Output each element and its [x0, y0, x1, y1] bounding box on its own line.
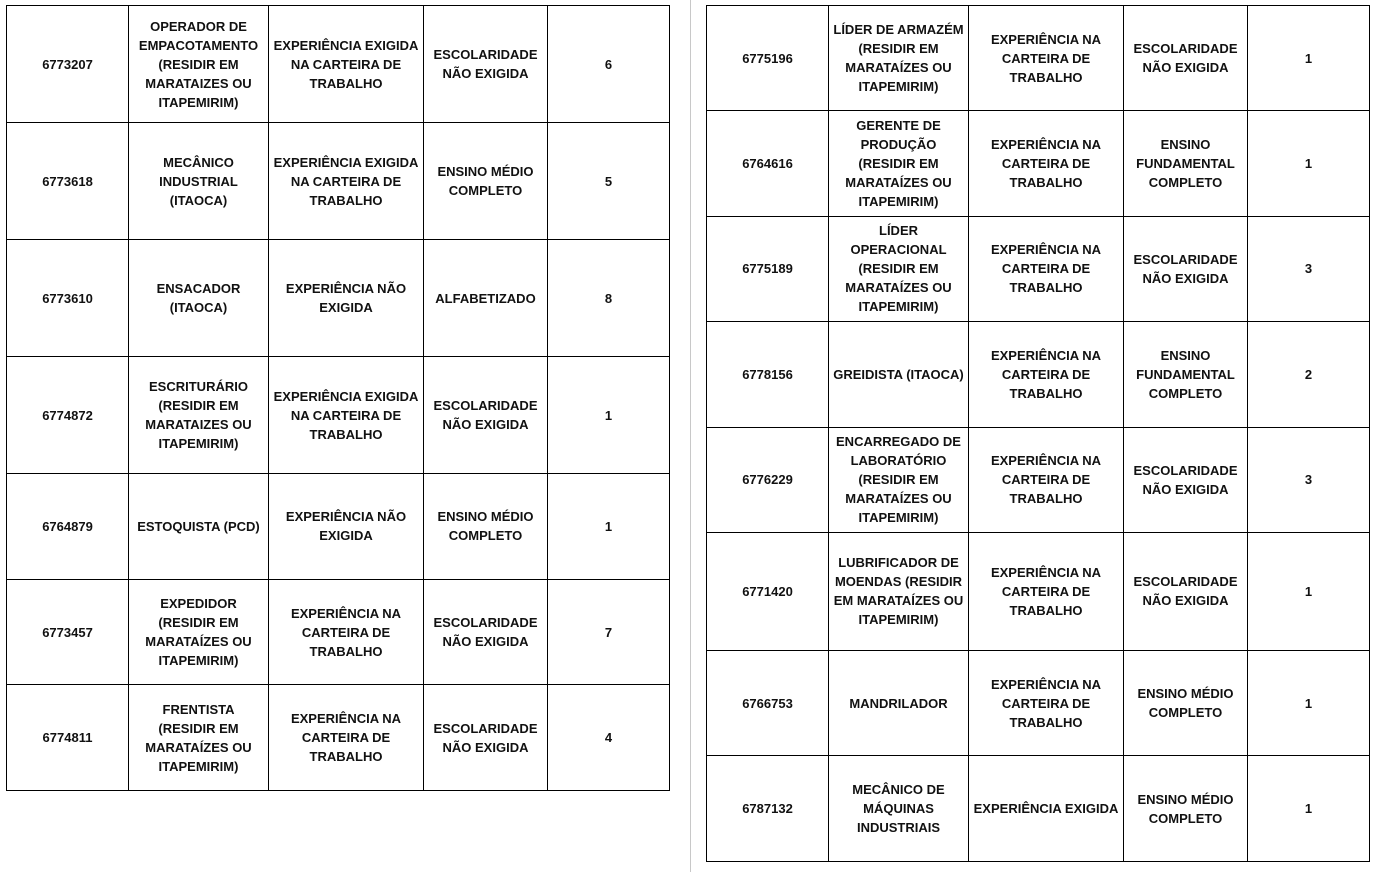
job-education: ENSINO MÉDIO COMPLETO	[1124, 650, 1248, 755]
job-title: LÍDER OPERACIONAL (RESIDIR EM MARATAÍZES OU ITAPEMIRIM)	[829, 216, 969, 321]
job-title: ENCARREGADO DE LABORATÓRIO (RESIDIR EM MARATAÍZES OU ITAPEMIRIM)	[829, 427, 969, 532]
table-row	[707, 6, 1370, 111]
table-row	[707, 650, 1370, 755]
job-education: ESCOLARIDADE NÃO EXIGIDA	[1124, 532, 1248, 650]
table-row	[7, 6, 670, 123]
job-title: MANDRILADOR	[829, 650, 969, 755]
job-code: 6773457	[7, 579, 129, 685]
job-table-body	[7, 6, 670, 791]
job-code: 6773618	[7, 123, 129, 240]
job-education: ENSINO MÉDIO COMPLETO	[424, 123, 548, 240]
job-code: 6787132	[707, 756, 829, 861]
job-vacancies: 7	[548, 579, 670, 685]
table-row	[7, 240, 670, 357]
job-experience: EXPERIÊNCIA NA CARTEIRA DE TRABALHO	[969, 427, 1124, 532]
table-row	[7, 474, 670, 580]
job-education: ALFABETIZADO	[424, 240, 548, 357]
job-code: 6764879	[7, 474, 129, 580]
job-code: 6776229	[707, 427, 829, 532]
table-row	[707, 111, 1370, 216]
job-code: 6771420	[707, 532, 829, 650]
table-row	[707, 532, 1370, 650]
job-code: 6773207	[7, 6, 129, 123]
job-education: ESCOLARIDADE NÃO EXIGIDA	[1124, 216, 1248, 321]
job-vacancies: 4	[548, 685, 670, 791]
job-vacancies: 5	[548, 123, 670, 240]
job-title: EXPEDIDOR (RESIDIR EM MARATAÍZES OU ITAPEMIRIM)	[129, 579, 269, 685]
job-experience: EXPERIÊNCIA NA CARTEIRA DE TRABALHO	[969, 6, 1124, 111]
job-education: ENSINO MÉDIO COMPLETO	[424, 474, 548, 580]
job-vacancies: 1	[548, 357, 670, 474]
job-education: ENSINO FUNDAMENTAL COMPLETO	[1124, 322, 1248, 427]
job-vacancies: 8	[548, 240, 670, 357]
job-title: MECÂNICO INDUSTRIAL (ITAOCA)	[129, 123, 269, 240]
job-title: GERENTE DE PRODUÇÃO (RESIDIR EM MARATAÍZES OU ITAPEMIRIM)	[829, 111, 969, 216]
job-education: ENSINO FUNDAMENTAL COMPLETO	[1124, 111, 1248, 216]
job-vacancies: 6	[548, 6, 670, 123]
job-title: GREIDISTA (ITAOCA)	[829, 322, 969, 427]
job-code: 6775189	[707, 216, 829, 321]
job-experience: EXPERIÊNCIA EXIGIDA NA CARTEIRA DE TRABALHO	[269, 123, 424, 240]
job-code: 6764616	[707, 111, 829, 216]
job-title: MECÂNICO DE MÁQUINAS INDUSTRIAIS	[829, 756, 969, 861]
job-code: 6775196	[707, 6, 829, 111]
job-code: 6778156	[707, 322, 829, 427]
job-experience: EXPERIÊNCIA EXIGIDA	[969, 756, 1124, 861]
job-experience: EXPERIÊNCIA NA CARTEIRA DE TRABALHO	[269, 579, 424, 685]
table-row	[707, 427, 1370, 532]
job-vacancies: 1	[1248, 650, 1370, 755]
job-vacancies: 1	[1248, 111, 1370, 216]
job-experience: EXPERIÊNCIA NA CARTEIRA DE TRABALHO	[969, 216, 1124, 321]
job-code: 6774811	[7, 685, 129, 791]
job-vacancies: 3	[1248, 427, 1370, 532]
job-title: ENSACADOR (ITAOCA)	[129, 240, 269, 357]
job-experience: EXPERIÊNCIA NA CARTEIRA DE TRABALHO	[969, 111, 1124, 216]
job-table-left	[6, 5, 670, 791]
job-title: OPERADOR DE EMPACOTAMENTO (RESIDIR EM MARATAIZES OU ITAPEMIRIM)	[129, 6, 269, 123]
job-education: ESCOLARIDADE NÃO EXIGIDA	[424, 357, 548, 474]
job-vacancies: 3	[1248, 216, 1370, 321]
job-education: ESCOLARIDADE NÃO EXIGIDA	[424, 685, 548, 791]
job-vacancies: 1	[1248, 756, 1370, 861]
job-title: LÍDER DE ARMAZÉM (RESIDIR EM MARATAÍZES OU ITAPEMIRIM)	[829, 6, 969, 111]
job-vacancies: 1	[1248, 6, 1370, 111]
job-title: LUBRIFICADOR DE MOENDAS (RESIDIR EM MARATAÍZES OU ITAPEMIRIM)	[829, 532, 969, 650]
job-title: ESCRITURÁRIO (RESIDIR EM MARATAIZES OU ITAPEMIRIM)	[129, 357, 269, 474]
job-education: ESCOLARIDADE NÃO EXIGIDA	[1124, 427, 1248, 532]
job-title: FRENTISTA (RESIDIR EM MARATAÍZES OU ITAPEMIRIM)	[129, 685, 269, 791]
table-row	[7, 579, 670, 685]
job-experience: EXPERIÊNCIA NÃO EXIGIDA	[269, 240, 424, 357]
table-row	[707, 756, 1370, 861]
job-table-body	[707, 6, 1370, 862]
job-education: ESCOLARIDADE NÃO EXIGIDA	[424, 6, 548, 123]
table-row	[7, 357, 670, 474]
job-code: 6766753	[707, 650, 829, 755]
job-experience: EXPERIÊNCIA EXIGIDA NA CARTEIRA DE TRABALHO	[269, 6, 424, 123]
job-experience: EXPERIÊNCIA EXIGIDA NA CARTEIRA DE TRABALHO	[269, 357, 424, 474]
job-table-right	[706, 5, 1370, 862]
job-vacancies: 2	[1248, 322, 1370, 427]
job-experience: EXPERIÊNCIA NA CARTEIRA DE TRABALHO	[969, 532, 1124, 650]
job-code: 6774872	[7, 357, 129, 474]
job-experience: EXPERIÊNCIA NA CARTEIRA DE TRABALHO	[969, 650, 1124, 755]
page-divider	[690, 0, 691, 872]
table-row	[707, 216, 1370, 321]
job-experience: EXPERIÊNCIA NA CARTEIRA DE TRABALHO	[269, 685, 424, 791]
table-row	[707, 322, 1370, 427]
job-experience: EXPERIÊNCIA NÃO EXIGIDA	[269, 474, 424, 580]
job-education: ENSINO MÉDIO COMPLETO	[1124, 756, 1248, 861]
job-code: 6773610	[7, 240, 129, 357]
table-row	[7, 123, 670, 240]
job-vacancies: 1	[1248, 532, 1370, 650]
table-row	[7, 685, 670, 791]
job-title: ESTOQUISTA (PCD)	[129, 474, 269, 580]
job-education: ESCOLARIDADE NÃO EXIGIDA	[1124, 6, 1248, 111]
job-experience: EXPERIÊNCIA NA CARTEIRA DE TRABALHO	[969, 322, 1124, 427]
job-vacancies: 1	[548, 474, 670, 580]
job-education: ESCOLARIDADE NÃO EXIGIDA	[424, 579, 548, 685]
